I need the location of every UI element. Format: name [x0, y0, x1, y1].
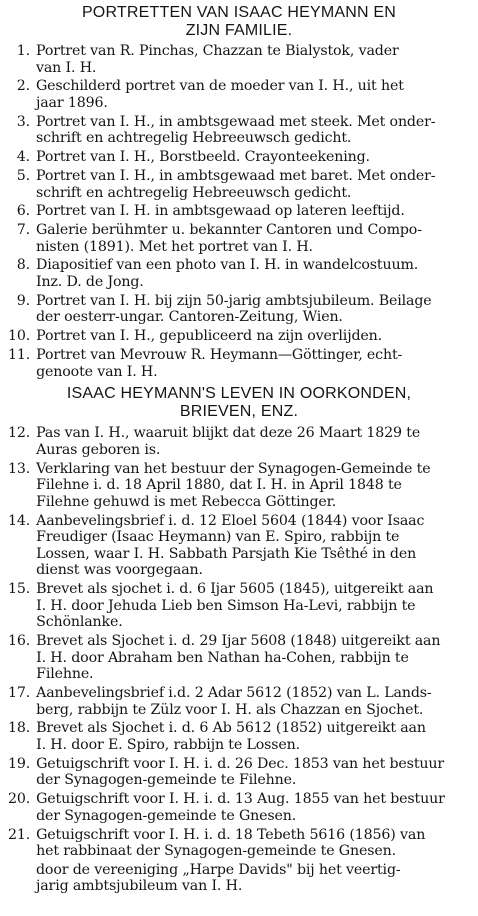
list-item: [8, 685, 470, 718]
list-item: [8, 293, 470, 326]
list-item: [8, 347, 470, 380]
section-heading-documents: [8, 385, 470, 421]
item-number: 5.: [16, 167, 30, 184]
item-number: 13.: [8, 460, 31, 477]
item-number: 2.: [16, 78, 30, 95]
item-number: 14.: [8, 512, 31, 529]
list-item: [8, 149, 470, 166]
item-text: Pas van I. H., waaruit blijkt dat deze 26 Maart 1829 te Auras geboren is.: [36, 425, 421, 458]
note-line: jarig ambtsjubileum van I. H.: [36, 878, 243, 895]
list-item: [8, 168, 470, 201]
documents-list: [8, 425, 470, 860]
item-number: 1.: [16, 43, 30, 59]
list-item: [8, 425, 470, 458]
item-text: Portret van R. Pinchas, Chazzan te Bialystok, vader van I. H.: [36, 43, 399, 76]
item-number: 3.: [16, 113, 30, 130]
item-text: Getuigschrift voor I. H. i. d. 18 Tebeth 5616 (1856) van het rabbinaat der Synagogen-gemeinde te Gnesen.: [36, 826, 426, 860]
item-text: Getuigschrift voor I. H. i. d. 13 Aug. 1855 van het bestuur der Synagogen-gemeinde te Gnesen.: [36, 791, 445, 824]
item-number: 8.: [16, 257, 30, 274]
item-number: 18.: [8, 720, 31, 737]
item-text: Aanbevelingsbrief i.d. 2 Adar 5612 (1852) van L. Lands- berg, rabbijn te Zülz voor I. H. als Chazzan en Sjochet.: [36, 685, 432, 718]
list-item: [8, 633, 470, 683]
list-item: [8, 328, 470, 345]
item-text: Portret van I. H., gepubliceerd na zijn overlijden.: [36, 328, 382, 345]
heading-line: BRIEVEN, ENZ.: [179, 403, 299, 421]
item-number: 4.: [16, 149, 30, 166]
heading-line: ISAAC HEYMANN'S LEVEN IN OORKONDEN,: [66, 385, 412, 403]
item-number: 19.: [8, 755, 31, 772]
item-number: 12.: [8, 425, 31, 442]
item-text: Verklaring van het bestuur der Synagogen-Gemeinde te Filehne i. d. 18 April 1880, dat I. H. in April 1848 te Filehne gehuwd is met Rebecca Göttinger.: [36, 460, 431, 510]
item-number: 15.: [8, 581, 31, 598]
list-item: [8, 78, 470, 111]
list-item: [8, 720, 470, 753]
item-number: 16.: [8, 633, 31, 650]
list-item: [8, 43, 470, 76]
item-text: Diapositief van een photo van I. H. in wandelcostuum. Inz. D. de Jong.: [36, 257, 419, 291]
list-item: [8, 257, 470, 290]
item-number: 20.: [8, 791, 31, 808]
list-item: [8, 461, 470, 511]
item-number: 10.: [8, 328, 31, 345]
item-text: Brevet als Sjochet i. d. 29 Ijar 5608 (1848) uitgereikt aan I. H. door Abraham ben Nathan ha-Cohen, rabbijn te Filehne.: [36, 633, 441, 683]
section-heading-portraits: [8, 4, 470, 40]
list-item: [8, 756, 470, 789]
list-item: [8, 581, 470, 631]
heading-line: PORTRETTEN VAN ISAAC HEYMANN EN: [81, 4, 397, 21]
item-text: Portret van I. H. in ambtsgewaad op lateren leeftijd.: [36, 203, 405, 220]
note-line: door de vereeniging „Harpe Davids" bij het veertig-: [36, 861, 401, 878]
item-text: Portret van Mevrouw R. Heymann—Göttinger, echt- genoote van I. H.: [36, 346, 403, 380]
item-text: Galerie berühmter u. bekannter Cantoren und Compo- nisten (1891). Met het portret van I. H.: [36, 222, 422, 255]
list-item: [8, 513, 470, 579]
list-item: [8, 827, 470, 860]
list-item: [8, 203, 470, 220]
item-text: Brevet als Sjochet i. d. 6 Ab 5612 (1852) uitgereikt aan I. H. door E. Spiro, rabbijn te Lossen.: [36, 720, 426, 753]
item-text: Geschilderd portret van de moeder van I. H., uit het jaar 1896.: [36, 78, 404, 111]
item-number: 11.: [8, 346, 31, 363]
list-item: [8, 114, 470, 147]
item-number: 21.: [8, 826, 31, 843]
item-number: 6.: [16, 203, 30, 220]
item-text: Portret van I. H., Borstbeeld. Crayonteekening.: [36, 149, 370, 166]
item-number: 9.: [16, 292, 30, 309]
portrait-list: [8, 43, 470, 380]
item-number: 7.: [16, 222, 30, 239]
heading-line: ZIJN FAMILIE.: [185, 22, 293, 39]
item-text: Aanbevelingsbrief i. d. 12 Eloel 5604 (1844) voor Isaac Freudiger (Isaac Heymann) van E. Spiro, rabbijn te Lossen, waar I. H. Sabbath Parsjath Kie Tsêthé in den dienst was voorgegaan.: [36, 512, 425, 579]
trailing-note: [8, 862, 470, 895]
item-text: Portret van I. H. bij zijn 50-jarig ambtsjubileum. Beilage der oesterr-ungar. Cantoren-Zeitung, Wien.: [36, 292, 432, 326]
item-text: Portret van I. H., in ambtsgewaad met steek. Met onder- schrift en achtregelig Hebreeuwsch gedicht.: [36, 113, 436, 147]
item-number: 17.: [8, 685, 31, 701]
item-text: Portret van I. H., in ambtsgewaad met baret. Met onder- schrift en achtregelig Hebreeuwsch gedicht.: [36, 167, 436, 201]
list-item: [8, 222, 470, 255]
item-text: Getuigschrift voor I. H. i. d. 26 Dec. 1853 van het bestuur der Synagogen-gemeinde te Filehne.: [36, 755, 444, 789]
list-item: [8, 791, 470, 824]
item-text: Brevet als sjochet i. d. 6 Ijar 5605 (1845), uitgereikt aan I. H. door Jehuda Lieb ben Simson Ha-Levi, rabbijn te Schönlanke.: [36, 581, 434, 631]
